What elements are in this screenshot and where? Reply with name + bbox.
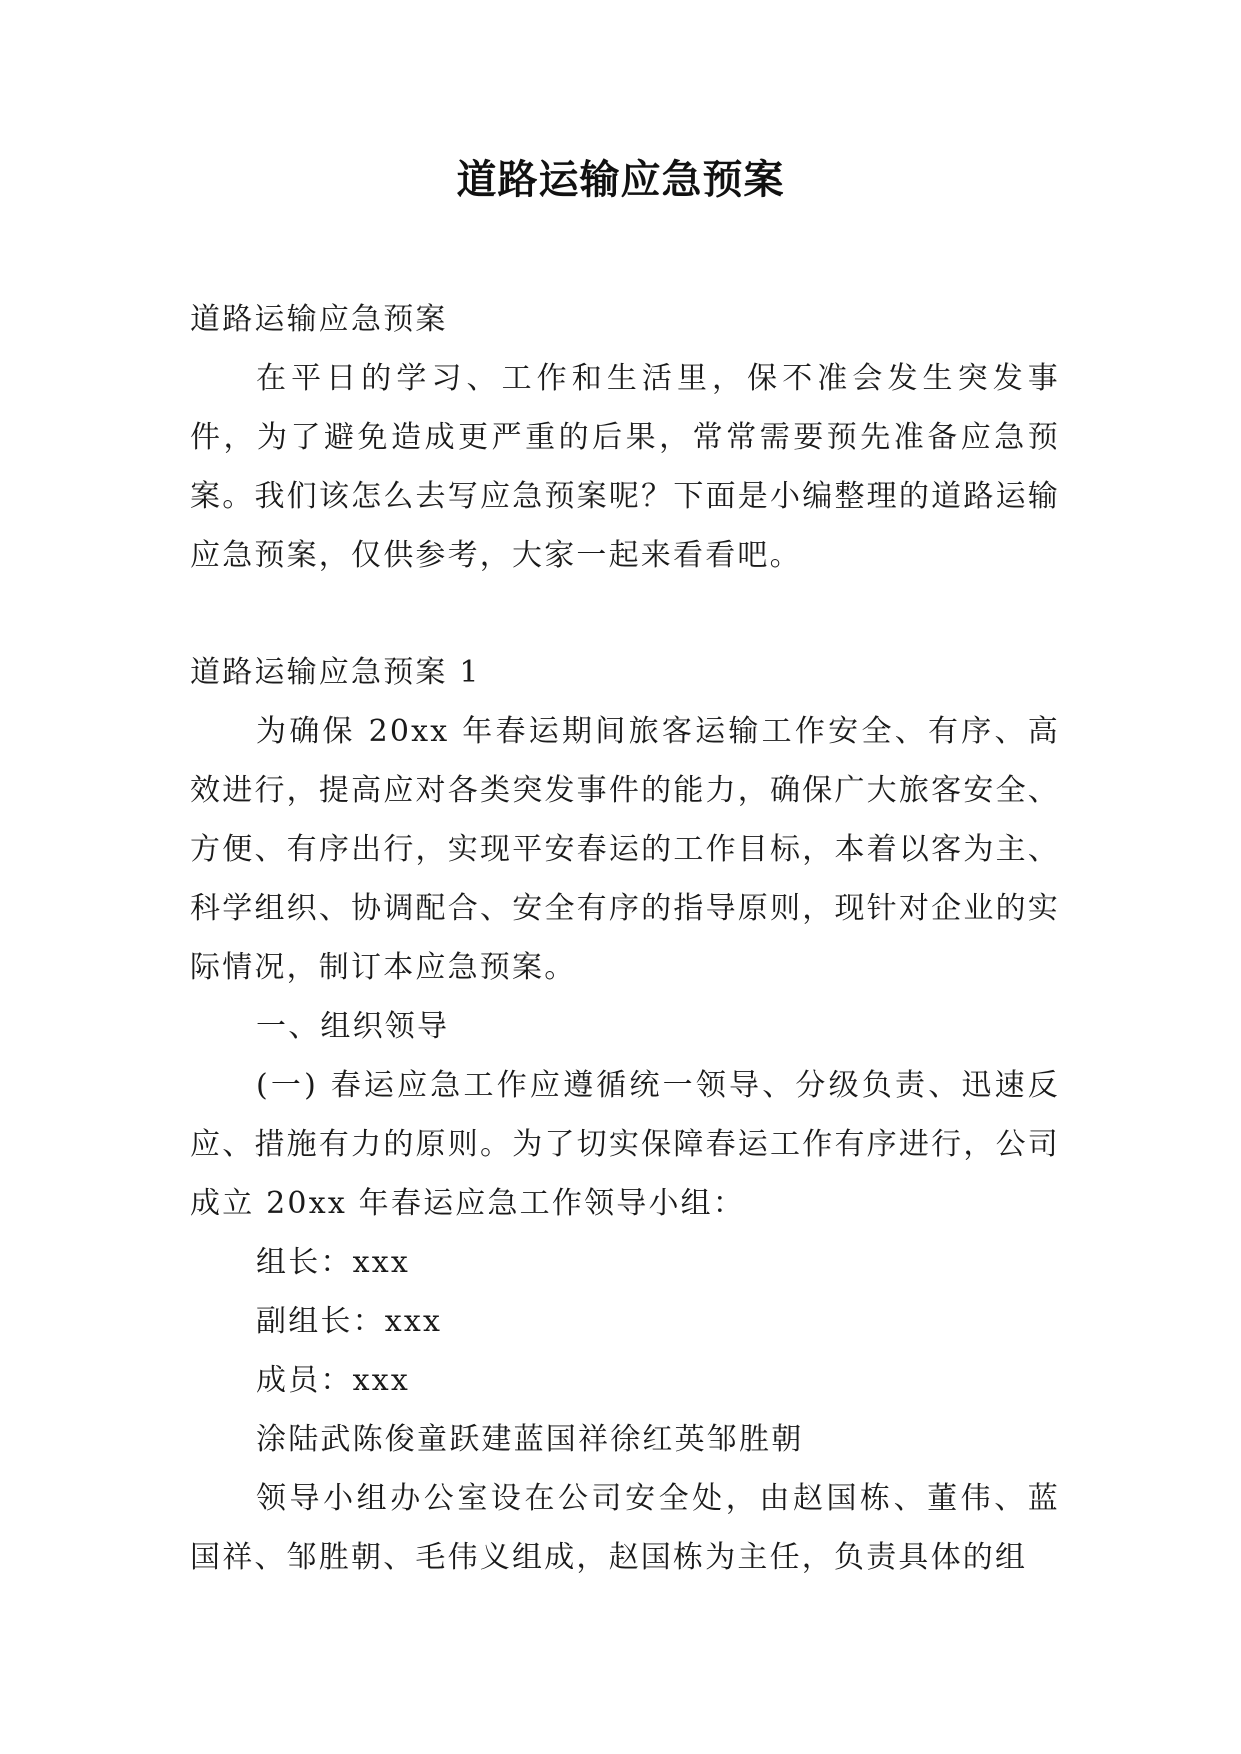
paragraph-spacer [190,585,1060,643]
deputy-leader-line: 副组长：xxx [256,1304,443,1339]
leader-line: 组长：xxx [256,1245,410,1280]
section-paragraph: 为确保 20xx 年春运期间旅客运输工作安全、有序、高效进行，提高应对各类突发事件的能力，确保广大旅客安全、方便、有序出行，实现平安春运的工作目标，本着以客为主、科学组织、协调配合、安全有序的指导原则，现针对企业的实际情况，制订本应急预案。 [190,714,1060,985]
document-body [190,290,1060,1587]
document-subtitle: 道路运输应急预案 [190,302,448,337]
section-heading: 道路运输应急预案 1 [190,655,481,690]
intro-paragraph: 在平日的学习、工作和生活里，保不准会发生突发事件，为了避免造成更严重的后果，常常需要预先准备应急预案。我们该怎么去写应急预案呢？下面是小编整理的道路运输应急预案，仅供参考，大家一起来看看吧。 [190,361,1060,573]
org-heading: 一、组织领导 [256,1009,450,1044]
members-line: 成员：xxx [256,1363,410,1398]
member-names-line: 涂陆武陈俊童跃建蓝国祥徐红英邹胜朝 [256,1422,804,1457]
org-paragraph: (一) 春运应急工作应遵循统一领导、分级负责、迅速反应、措施有力的原则。为了切实保障春运工作有序进行，公司成立 20xx 年春运应急工作领导小组： [190,1068,1060,1221]
office-paragraph: 领导小组办公室设在公司安全处，由赵国栋、董伟、蓝国祥、邹胜朝、毛伟义组成，赵国栋为主任，负责具体的组 [190,1481,1060,1575]
document-title: 道路运输应急预案 [456,157,785,203]
